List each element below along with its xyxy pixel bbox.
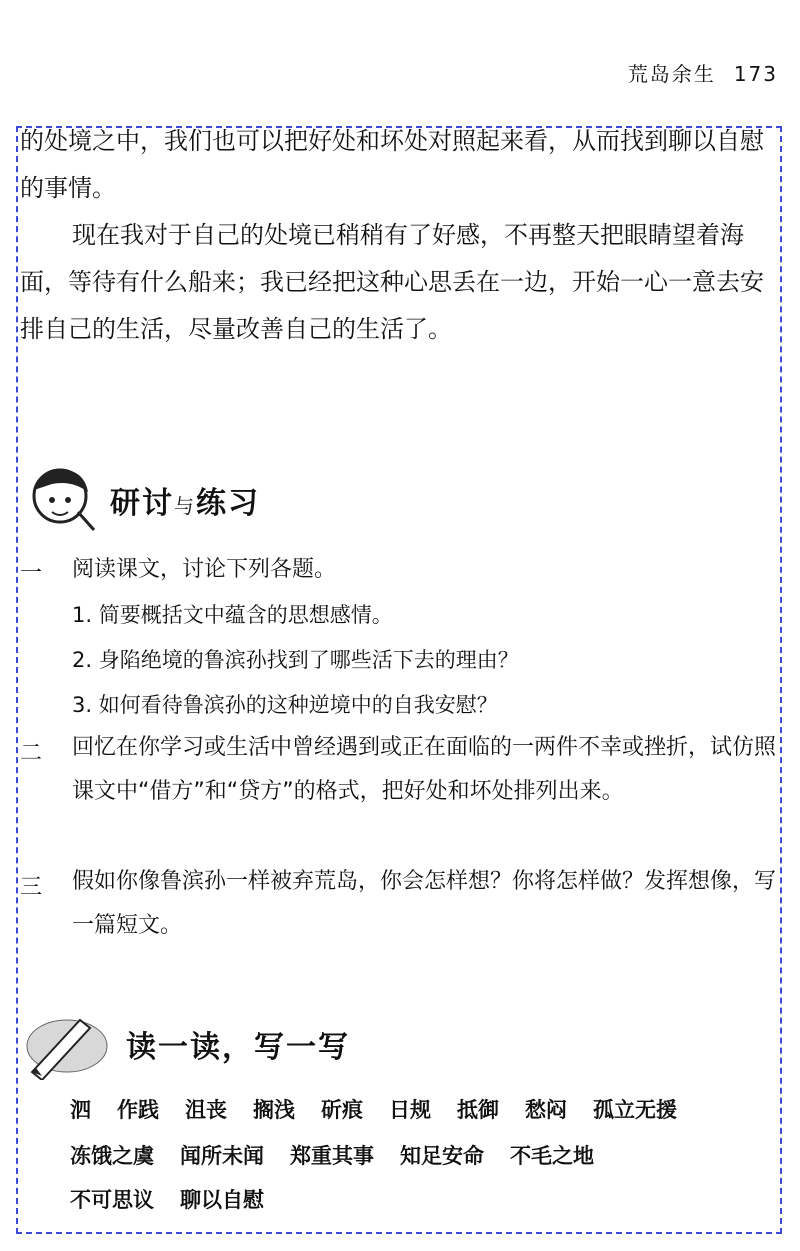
word-item: 不毛之地 — [510, 1144, 594, 1168]
question-1-sub-1: 1. 简要概括文中蕴含的思想感情。 — [72, 603, 393, 627]
header-title: 荒岛余生 — [627, 62, 716, 86]
question-3-text: 假如你像鲁滨孙一样被弃荒岛，你会怎样想？你将怎样做？发挥想像，写一篇短文。 — [72, 869, 777, 938]
word-item: 泗 — [70, 1098, 91, 1122]
page-number: 173 — [733, 62, 778, 86]
word-item: 抵御 — [457, 1098, 499, 1122]
question-3-number: 三 — [20, 875, 43, 900]
word-row-3 — [70, 1184, 290, 1214]
student-icon — [22, 460, 102, 540]
question-1-sub-2: 2. 身陷绝境的鲁滨孙找到了哪些活下去的理由？ — [72, 648, 519, 672]
exercise-title-b: 练习 — [196, 486, 260, 521]
reading-title: 读一读，写一写 — [126, 1030, 350, 1065]
word-row-2 — [70, 1140, 620, 1170]
word-row-1 — [70, 1094, 703, 1124]
word-item: 斫痕 — [321, 1098, 363, 1122]
paragraph-2: 现在我对于自己的处境已稍稍有了好感，不再整天把眼睛望着海面，等待有什么船来；我已经把这种心思丢在一边，开始一心一意去安排自己的生活，尽量改善自己的生活了。 — [20, 221, 764, 343]
word-item: 郑重其事 — [290, 1144, 374, 1168]
exercise-title-a: 研讨 — [110, 486, 174, 521]
word-item: 日规 — [389, 1098, 431, 1122]
question-1-sub-3: 3. 如何看待鲁滨孙的这种逆境中的自我安慰？ — [72, 693, 498, 717]
word-item: 知足安命 — [400, 1144, 484, 1168]
word-item: 冻饿之虞 — [70, 1144, 154, 1168]
word-item: 不可思议 — [70, 1188, 154, 1212]
question-2-text: 回忆在你学习或生活中曾经遇到或正在面临的一两件不幸或挫折，试仿照课文中“借方”和“贷方”的格式，把好处和坏处排列出来。 — [72, 735, 777, 804]
question-1-number: 一 — [20, 561, 43, 586]
page-header — [628, 58, 778, 87]
exercise-title-mid: 与 — [174, 494, 196, 518]
word-item: 聊以自慰 — [180, 1188, 264, 1212]
word-item: 搁浅 — [253, 1098, 295, 1122]
paragraph-1: 的处境之中，我们也可以把好处和坏处对照起来看，从而找到聊以自慰的事情。 — [20, 127, 764, 202]
word-item: 作践 — [117, 1098, 159, 1122]
word-item: 闻所未闻 — [180, 1144, 264, 1168]
question-2-number: 二 — [20, 741, 43, 766]
word-item: 沮丧 — [185, 1098, 227, 1122]
word-item: 孤立无援 — [593, 1098, 677, 1122]
word-item: 愁闷 — [525, 1098, 567, 1122]
question-1-text: 阅读课文，讨论下列各题。 — [72, 557, 337, 582]
pencil-icon — [22, 1010, 112, 1080]
exercise-title — [110, 478, 260, 522]
